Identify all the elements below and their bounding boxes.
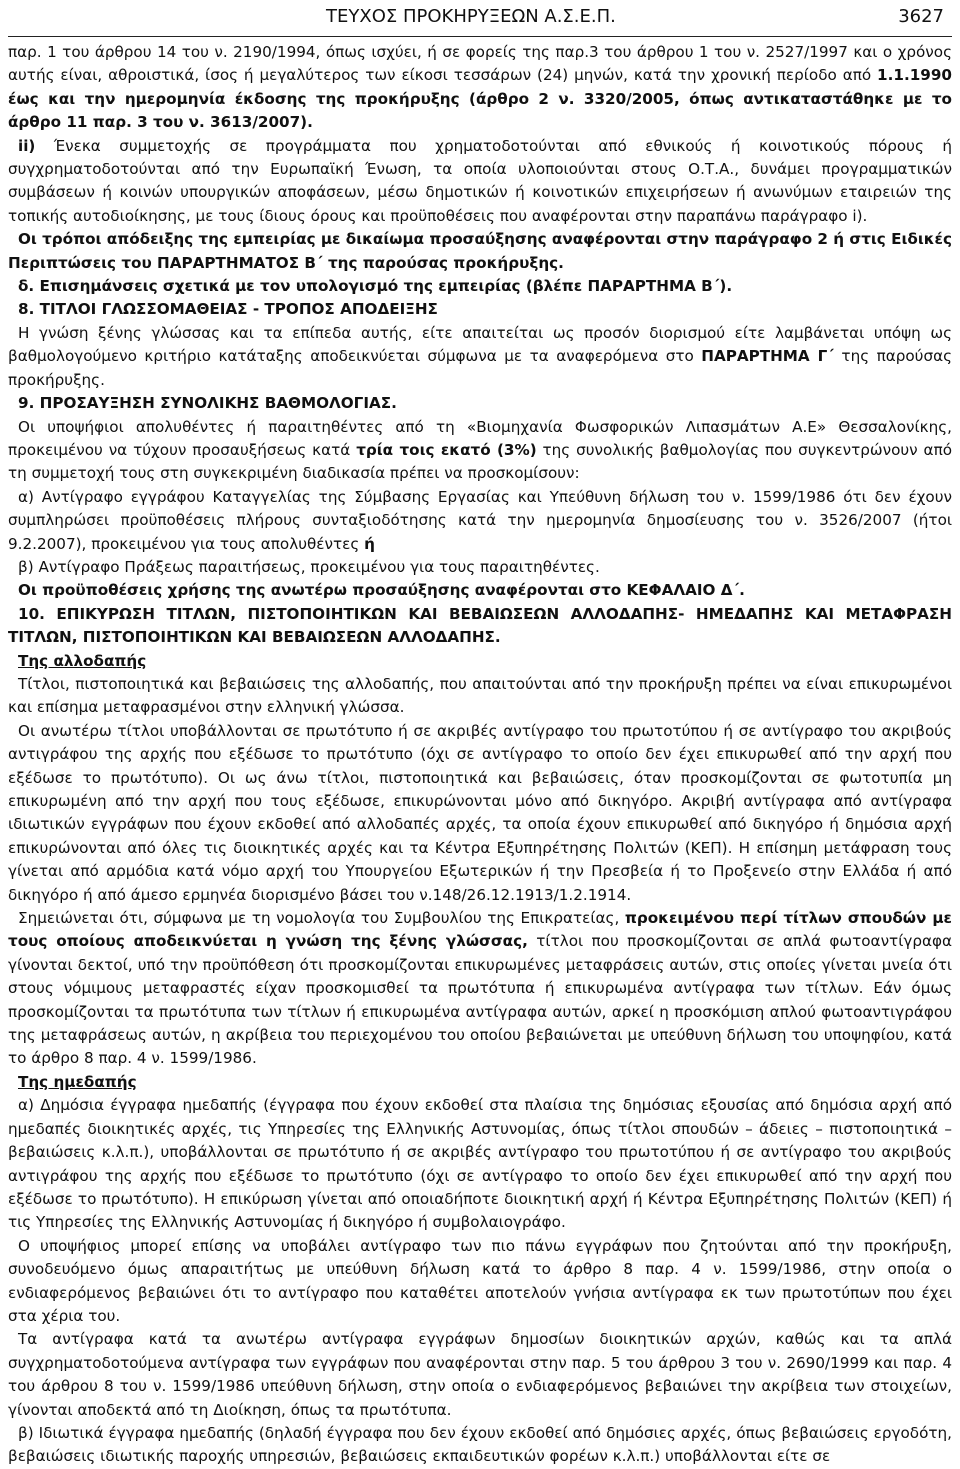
paragraph-text: παρ. 1 του άρθρου 14 του ν. 2190/1994, όπως ισχύει, ή σε φορείς της παρ.3 του άρθρου 1 του ν. 2527/1997 και ο χρόνος αυτής είναι, αθροιστικά, ίσος ή μεγαλύτερος των είκοσι τεσσάρων (24) μηνών, κατά την χρονική περίοδο από (8, 43, 952, 85)
paragraph-text: Ένεκα συμμετοχής σε προγράμματα που χρηματοδοτούνται από εθνικούς ή κοινοτικούς πόρους ή συγχρηματοδοτούνται από την Ευρωπαϊκή Ένωση, τα οποία υλοποιούνται στους Ο.Τ.Α., δυνάμει προγραμματικών συμβάσεων ή κοινών υπουργικών αποφάσεων, μέσω δημοτικών ή κοινοτικών επιχειρήσεων ή ανωνύμων εταιρειών της τοπικής αυτοδιοίκησης, με τους ίδιους όρους και προϋποθέσεις που αναφέρονται στην παραπάνω παράγραφο i). (8, 136, 952, 225)
page-number: 3627 (898, 6, 944, 27)
section-9-item-a (8, 486, 952, 556)
paragraph-text: α) Αντίγραφο εγγράφου Καταγγελίας της Σύμβασης Εργασίας και Υπεύθυνη δήλωση του ν. 1599/1986 ότι δεν έχουν συμπληρώσει προϋποθέσεις πλήρους συνταξιοδότησης κατά την ημερομηνία δημοσίευσης του ν. 3526/2007 (ήτοι 9.2.2007), προκειμένου για τους απολυθέντες (8, 487, 952, 553)
domestic-paragraph-1: α) Δημόσια έγγραφα ημεδαπής (έγγραφα που έχουν εκδοθεί στα πλαίσια της δημόσιας εξουσίας από δημόσια αρχή από ημεδαπές διοικητικές αρχές, τις Υπηρεσίες της Ελληνικής Αστυνομίας, όπως τίτλοι σπουδών – άδειες – πιστοποιητικά – βεβαιώσεις κ.λ.π.), υποβάλλονται σε πρωτότυπο ή σε ακριβές αντίγραφο του πρωτοτύπου ή σε αντίγραφο του ακριβούς αντιγράφου της αρχής που εξέδωσε το πρωτότυπο (όχι σε αντίγραφο το οποίο δεν έχει επικυρωθεί από την αρχή που εξέδωσε το πρωτότυπο). Η επικύρωση γίνεται από οποιαδήποτε διοικητική αρχή ή Κέντρα Εξυπηρέτησης Πολιτών (ΚΕΠ) ή τις Υπηρεσίες της Ελληνικής Αστυνομίας ή δικηγόρο ή συμβολαιογράφο. (8, 1096, 952, 1232)
section-9-note (8, 579, 952, 602)
page-header (8, 2, 952, 32)
domestic-paragraph-3: Τα αντίγραφα κατά τα ανωτέρω αντίγραφα εγγράφων δημοσίων διοικητικών αρχών, καθώς και τα απλά συγχρηματοδοτούμενα αντίγραφα των εγγράφων που αναφέρονται στην παρ. 5 του άρθρου 3 του ν. 2690/1999 και παρ. 4 του άρθρου 8 του ν. 1599/1986 υπεύθυνη δήλωση, στην οποία ο ενδιαφερόμενος βεβαιώνει την ακρίβεια των στοιχείων, γίνονται αποδεκτά από τη Διοίκηση, όπως τα πρωτότυπα. (8, 1330, 952, 1419)
foreign-subheading (8, 650, 952, 673)
publication-title: ΤΕΥΧΟΣ ΠΡΟΚΗΡΥΞΕΩΝ Α.Σ.Ε.Π. (326, 6, 616, 27)
paragraph-text: Σημειώνεται ότι, σύμφωνα με τη νομολογία του Συμβουλίου της Επικρατείας, (18, 909, 625, 928)
section-9-item-b: β) Αντίγραφο Πράξεως παραιτήσεως, προκειμένου για τους παραιτηθέντες. (18, 557, 600, 576)
percentage-text: τρία τοις εκατό (3%) (356, 440, 537, 459)
foreign-paragraph-1: Τίτλοι, πιστοποιητικά και βεβαιώσεις της αλλοδαπής, που απαιτούνται από την προκήρυξη πρέπει να είναι επικυρωμένοι και επίσημα μεταφρασμένοι στην ελληνική γλώσσα. (8, 674, 952, 717)
paragraph-proof-methods (8, 228, 952, 275)
paragraph-bold-text: 1.1.1990 έως και την ημερομηνία έκδοσης της προκήρυξης (άρθρο 2 ν. 3320/2005, όπως αντικαταστάθηκε με το άρθρο 11 παρ. 3 του ν. 3613/2007). (8, 66, 952, 132)
paragraph-text: της συνολικής βαθμολογίας που συγκεντρώνουν από τη συμμετοχή τους στη συγκεκριμένη διαδικασία πρέπει να προσκομίσουν: (8, 440, 952, 483)
section-8-body (8, 322, 952, 392)
subheading-text: Της ημεδαπής (18, 1072, 137, 1091)
paragraph-bold-text: προκειμένου περί τίτλων σπουδών με τους οποίους αποδεικνύεται η γνώση της ξένης γλώσσας, (8, 909, 953, 951)
header-divider (8, 36, 952, 37)
domestic-paragraph-4: β) Ιδιωτικά έγγραφα ημεδαπής (δηλαδή έγγραφα που δεν έχουν εκδοθεί από δημόσιες αρχές, όπως βεβαιώσεις εργοδότη, βεβαιώσεις ιδιωτικής παροχής υπηρεσιών, βεβαιώσεις εκπαιδευτικών φορέων κ.λ.π.) υποβάλλονται είτε σε (8, 1423, 952, 1466)
paragraph-notes-d (8, 275, 952, 298)
foreign-paragraph-2: Οι ανωτέρω τίτλοι υποβάλλονται σε πρωτότυπο ή σε ακριβές αντίγραφο του πρωτοτύπου ή σε αντίγραφο του ακριβούς αντιγράφου της αρχής που εξέδωσε το πρωτότυπο (όχι σε αντίγραφο το οποίο δεν έχει επικυρωθεί από την αρχή που εξέδωσε το πρωτότυπο). Οι ως άνω τίτλοι, πιστοποιητικά και βεβαιώσεις, όταν προσκομίζονται σε φωτοτυπία μη επικυρωμένη από την αρχή που τους εξέδωσε, επικυρώνονται μόνο από δικηγόρο. Ακριβή αντίγραφα από αντίγραφα ιδιωτικών εγγράφων που έχουν εκδοθεί από αλλοδαπές αρχές, τα οποία έχουν επικυρωθεί από δικηγόρο ή δημόσια αρχή επικυρώνονται από όλες τις διοικητικές αρχές και τα Κέντρα Εξυπηρέτησης Πολιτών (ΚΕΠ). Η επίσημη μετάφραση τους γίνεται από αρμόδια κατά νόμο αρχή του Υπουργείου Εξωτερικών ή την Πρεσβεία ή το Προξενείο στην Ελλάδα ή από δικηγόρο ή από άμεσο ερμηνέα διορισμένο βάσει του ν.148/26.12.1913/1.2.1914. (8, 721, 952, 904)
section-10-heading: 10. ΕΠΙΚΥΡΩΣΗ ΤΙΤΛΩΝ, ΠΙΣΤΟΠΟΙΗΤΙΚΩΝ ΚΑΙ ΒΕΒΑΙΩΣΕΩΝ ΑΛΛΟΔΑΠΗΣ- ΗΜΕΔΑΠΗΣ ΚΑΙ ΜΕΤΑΦΡΑΣΗ ΤΙΤΛΩΝ, ΠΙΣΤΟΠΟΙΗΤΙΚΩΝ ΚΑΙ ΒΕΒΑΙΩΣΕΩΝ ΑΛΛΟΔΑΠΗΣ. (8, 604, 952, 647)
section-8-heading: 8. ΤΙΤΛΟΙ ΓΛΩΣΣΟΜΑΘΕΙΑΣ - ΤΡΟΠΟΣ ΑΠΟΔΕΙΞΗΣ (18, 300, 438, 319)
subheading-text: Της αλλοδαπής (18, 651, 147, 670)
foreign-paragraph-3 (8, 907, 952, 1071)
paragraph-bold-text: Οι προϋποθέσεις χρήσης της ανωτέρω προσαύξησης αναφέρονται στο ΚΕΦΑΛΑΙΟ Δ΄. (18, 581, 745, 600)
paragraph-experience-i (8, 41, 952, 135)
annex-reference: ΠΑΡΑΡΤΗΜΑ Γ΄ (701, 347, 834, 366)
section-9-body (8, 416, 952, 486)
paragraph-text: Οι υποψήφιοι απολυθέντες ή παραιτηθέντες από τη «Βιομηχανία Φωσφορικών Λιπασμάτων Α.Ε» Θεσσαλονίκης, προκειμένου να τύχουν προσαυξήσεως κατά (8, 417, 952, 459)
paragraph-text: τίτλοι που προσκομίζονται σε απλά φωτοαντίγραφα γίνονται δεκτοί, υπό την προϋπόθεση ότι προσκομίζονται επικυρωμένες μεταφράσεις αυτών, στις οποίες γίνεται μνεία ότι στους νόμιμους μεταφραστές είχαν προσκομισθεί τα πρωτότυπα ή επικυρωμένα αντίγραφα των τίτλων. Εάν όμως προσκομίζονται τα πρωτότυπα των τίτλων ή επικυρωμένα αντίγραφα αυτών, αρκεί η προσκόμιση απλού φωτοαντιγράφου της μεταφράσεως αυτών, η ακρίβεια του περιεχομένου του οποίου βεβαιώνεται με υπεύθυνη δήλωση του υποψηφίου, κατά το άρθρο 8 παρ. 4 ν. 1599/1986. (8, 932, 953, 1068)
paragraph-text: της παρούσας προκήρυξης. (8, 347, 953, 389)
conjunction-text: ή (364, 534, 375, 553)
paragraph-experience-ii (8, 135, 952, 229)
paragraph-bold-text: Οι τρόποι απόδειξης της εμπειρίας με δικαίωμα προσαύξησης αναφέρονται στην παράγραφο 2 ή στις Ειδικές Περιπτώσεις του ΠΑΡΑΡΤΗΜΑΤΟΣ Β΄ της παρούσας προκήρυξης. (8, 230, 952, 272)
paragraph-text: Η γνώση ξένης γλώσσας και τα επίπεδα αυτής, είτε απαιτείται ως προσόν διορισμού είτε λαμβάνεται υπόψη ως βαθμολογούμενο κριτήριο κατάταξης αποδεικνύεται σύμφωνα με τα αναφερόμενα στο (8, 323, 952, 366)
section-9-heading: 9. ΠΡΟΣΑΥΞΗΣΗ ΣΥΝΟΛΙΚΗΣ ΒΑΘΜΟΛΟΓΙΑΣ. (18, 394, 397, 413)
paragraph-bold-text: δ. Επισημάνσεις σχετικά με τον υπολογισμό της εμπειρίας (βλέπε ΠΑΡΑΡΤΗΜΑ Β΄). (18, 277, 733, 296)
domestic-subheading (8, 1071, 952, 1094)
domestic-paragraph-2: Ο υποψήφιος μπορεί επίσης να υποβάλει αντίγραφο των πιο πάνω εγγράφων που ζητούνται από την προκήρυξη, συνοδευόμενο όμως απαραιτήτως με υπεύθυνη δήλωση κατά το άρθρο 8 παρ. 4 ν. 1599/1986, στην οποία ο ενδιαφερόμενος βεβαιώνει ότι το αντίγραφο που καταθέτει αποτελούν γνήσια αντίγραφα εκ των πρωτοτύπων που έχει στα χέρια του. (8, 1236, 952, 1325)
item-marker: ii) (18, 136, 36, 155)
